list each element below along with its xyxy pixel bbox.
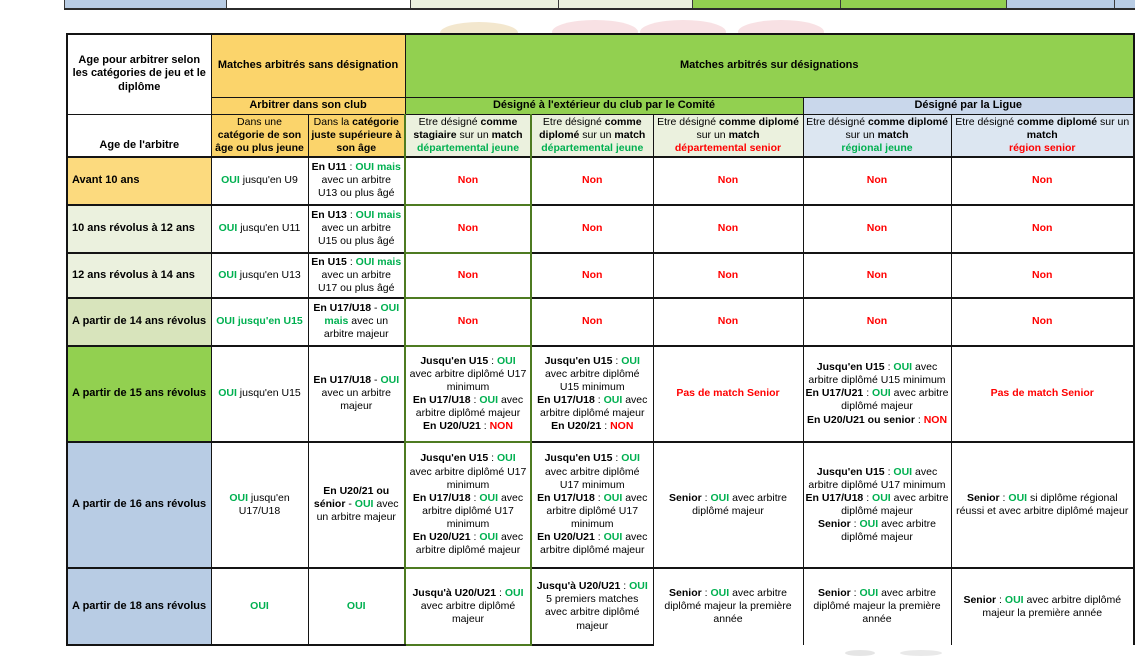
- band-ligue: Désigné par la Ligue: [803, 97, 1134, 114]
- table-cell: Non: [531, 205, 653, 253]
- table-cell: Jusqu'en U15 : OUI avec arbitre diplômé U17 minimum En U17/U18 : OUI avec arbitre diplômé majeur Senior : OUI avec arbitre diplômé majeur: [803, 442, 951, 568]
- table-cell: Non: [405, 157, 531, 205]
- column-header-cell: Etre désigné comme diplomé sur un match départemental senior: [653, 114, 803, 157]
- table-cell: Non: [803, 157, 951, 205]
- cropped-table-edge: [64, 0, 1135, 10]
- cropped-cell: [1114, 0, 1135, 8]
- table-cell: En U17/U18 - OUI avec un arbitre majeur: [308, 346, 405, 442]
- table-row: [67, 157, 1134, 205]
- table-cell: Senior : OUI avec arbitre diplômé majeur la première année: [653, 568, 803, 645]
- table-row: [67, 568, 1134, 645]
- table-cell: Non: [405, 298, 531, 346]
- table-cell: OUI: [211, 568, 308, 645]
- table-cell: En U17/U18 - OUI mais avec un arbitre majeur: [308, 298, 405, 346]
- cropped-cell: [226, 0, 410, 8]
- watermark-smudge: [900, 650, 942, 656]
- table-row: [67, 253, 1134, 298]
- table-cell: Non: [653, 205, 803, 253]
- table-cell: Non: [951, 253, 1134, 298]
- table-cell: Senior : OUI si diplôme régional réussi et avec arbitre diplômé majeur: [951, 442, 1134, 568]
- column-header-cell: Etre désigné comme diplomé sur un match régional jeune: [803, 114, 951, 157]
- group-header-sans-designation: Matches arbitrés sans désignation: [211, 34, 405, 97]
- table-cell: OUI jusqu'en U9: [211, 157, 308, 205]
- table-cell: Non: [803, 298, 951, 346]
- table-cell: Non: [405, 205, 531, 253]
- table-row: [67, 442, 1134, 568]
- column-header-cell: Dans la catégorie juste supérieure à son âge: [308, 114, 405, 157]
- table-cell: Jusqu'en U15 : OUI avec arbitre diplômé U17 minimum En U17/U18 : OUI avec arbitre diplômé U17 minimum En U20/U21 : OUI avec arbitre diplômé majeur: [531, 442, 653, 568]
- table-cell: OUI jusqu'en U17/U18: [211, 442, 308, 568]
- age-column-header: Age de l'arbitre: [67, 114, 211, 157]
- table-cell: Non: [951, 298, 1134, 346]
- table-cell: Non: [803, 253, 951, 298]
- cropped-cell: [410, 0, 558, 8]
- row-label-cell: 12 ans révolus à 14 ans: [67, 253, 211, 298]
- table-cell: Jusqu'à U20/U21 : OUI 5 premiers matches avec arbitre diplômé majeur: [531, 568, 653, 645]
- band-arbitrer-club: Arbitrer dans son club: [211, 97, 405, 114]
- table-cell: Pas de match Senior: [653, 346, 803, 442]
- corner-title-cell: Age pour arbitrer selon les catégories de jeu et le diplôme: [67, 34, 211, 114]
- table-cell: Jusqu'en U15 : OUI avec arbitre diplômé U17 minimum En U17/U18 : OUI avec arbitre diplômé U17 minimum En U20/U21 : OUI avec arbitre diplômé majeur: [405, 442, 531, 568]
- column-header-cell: Dans une catégorie de son âge ou plus jeune: [211, 114, 308, 157]
- band-comite: Désigné à l'extérieur du club par le Comité: [405, 97, 803, 114]
- table-cell: Jusqu'en U15 : OUI avec arbitre diplômé U17 minimum En U17/U18 : OUI avec arbitre diplômé majeur En U20/U21 : NON: [405, 346, 531, 442]
- table-cell: Senior : OUI avec arbitre diplômé majeur la première année: [803, 568, 951, 645]
- column-header-cell: Etre désigné comme stagiaire sur un match départemental jeune: [405, 114, 531, 157]
- watermark-smudge: [845, 650, 875, 656]
- row-label-cell: A partir de 18 ans révolus: [67, 568, 211, 645]
- table-cell: Non: [803, 205, 951, 253]
- table-row: [67, 298, 1134, 346]
- table-cell: Non: [653, 253, 803, 298]
- table-cell: Jusqu'en U15 : OUI avec arbitre diplômé U15 minimum En U17/U21 : OUI avec arbitre diplômé majeur En U20/U21 ou senior : NON: [803, 346, 951, 442]
- cropped-cell: [1006, 0, 1114, 8]
- row-label-cell: A partir de 16 ans révolus: [67, 442, 211, 568]
- table-cell: En U11 : OUI mais avec un arbitre U13 ou plus âgé: [308, 157, 405, 205]
- table-cell: Jusqu'à U20/U21 : OUI avec arbitre diplômé majeur: [405, 568, 531, 645]
- table-cell: OUI jusqu'en U11: [211, 205, 308, 253]
- table-cell: En U15 : OUI mais avec un arbitre U17 ou plus âgé: [308, 253, 405, 298]
- row-label-cell: A partir de 14 ans révolus: [67, 298, 211, 346]
- table-cell: Pas de match Senior: [951, 346, 1134, 442]
- cropped-cell: [692, 0, 840, 8]
- table-cell: Non: [951, 205, 1134, 253]
- table-cell: OUI jusqu'en U13: [211, 253, 308, 298]
- cropped-cell: [840, 0, 1006, 8]
- table-cell: Non: [531, 157, 653, 205]
- table-cell: En U13 : OUI mais avec un arbitre U15 ou plus âgé: [308, 205, 405, 253]
- group-header-sur-designations: Matches arbitrés sur désignations: [405, 34, 1134, 97]
- column-header-cell: Etre désigné comme diplomé sur un match région senior: [951, 114, 1134, 157]
- table-cell: Non: [653, 298, 803, 346]
- table-row: [67, 346, 1134, 442]
- table-row: [67, 205, 1134, 253]
- table-cell: Non: [951, 157, 1134, 205]
- row-label-cell: A partir de 15 ans révolus: [67, 346, 211, 442]
- table-cell: Senior : OUI avec arbitre diplômé majeur la première année: [951, 568, 1134, 645]
- table-cell: Non: [653, 157, 803, 205]
- column-header-cell: Etre désigné comme diplomé sur un match départemental jeune: [531, 114, 653, 157]
- table-cell: Non: [405, 253, 531, 298]
- cropped-cell: [64, 0, 226, 8]
- table-cell: Non: [531, 298, 653, 346]
- table-cell: OUI jusqu'en U15: [211, 298, 308, 346]
- row-label-cell: Avant 10 ans: [67, 157, 211, 205]
- table-cell: OUI: [308, 568, 405, 645]
- row-label-cell: 10 ans révolus à 12 ans: [67, 205, 211, 253]
- table-cell: Senior : OUI avec arbitre diplômé majeur: [653, 442, 803, 568]
- table-cell: Jusqu'en U15 : OUI avec arbitre diplômé U15 minimum En U17/U18 : OUI avec arbitre diplômé majeur En U20/21 : NON: [531, 346, 653, 442]
- referee-age-table: [66, 33, 1135, 646]
- table-cell: En U20/21 ou sénior - OUI avec un arbitre majeur: [308, 442, 405, 568]
- cropped-cell: [558, 0, 692, 8]
- table-cell: Non: [531, 253, 653, 298]
- table-cell: OUI jusqu'en U15: [211, 346, 308, 442]
